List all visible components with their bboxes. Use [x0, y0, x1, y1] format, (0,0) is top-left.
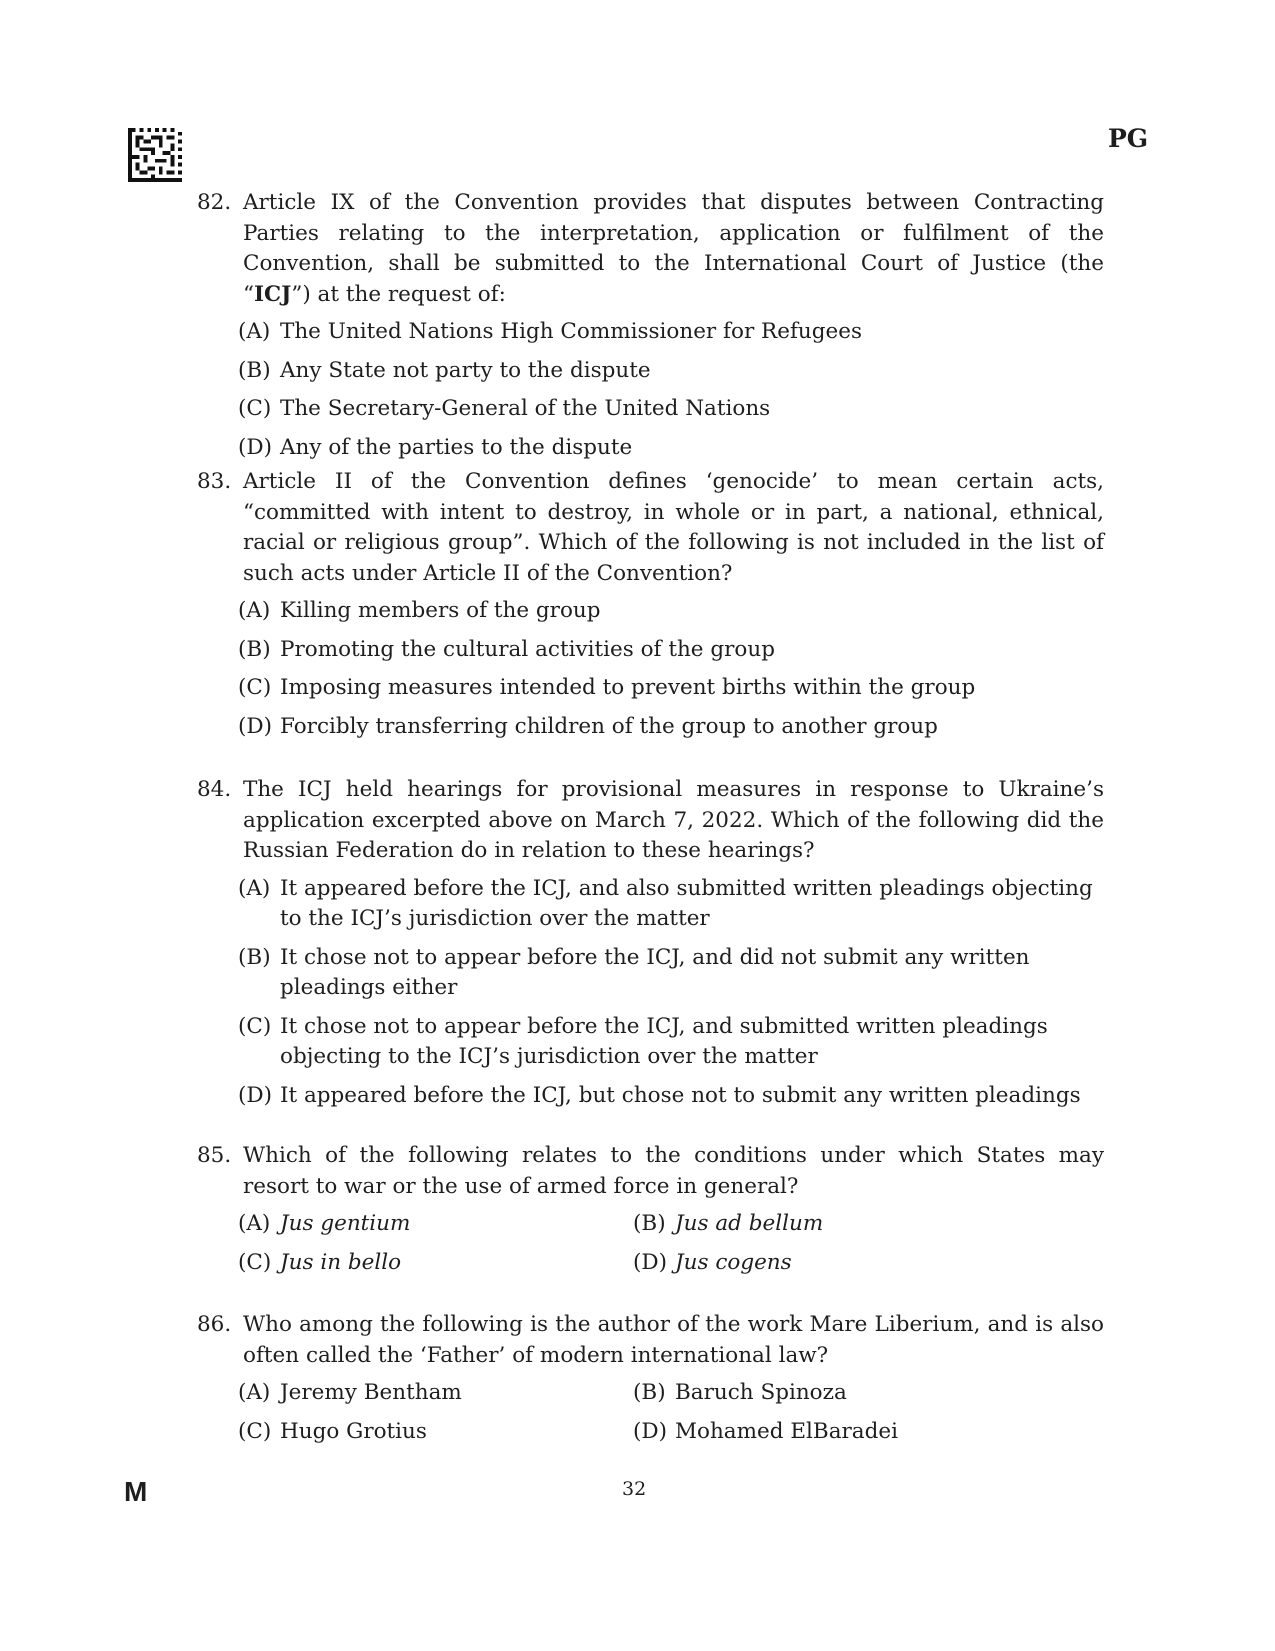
option-b	[633, 1209, 1104, 1240]
option-label: (B)	[238, 944, 271, 970]
question-text: Which of the following relates to the conditions under which States may resort to war or the use of armed force in general?	[243, 1143, 1104, 1199]
option-text: Any of the parties to the dispute	[280, 434, 633, 460]
option-text: It appeared before the ICJ, and also submitted written pleadings objecting to the ICJ’s jurisdiction over the matter	[280, 875, 1093, 931]
options-list	[238, 317, 1104, 463]
option-text: Jus cogens	[675, 1249, 792, 1275]
question-number: 83.	[197, 469, 232, 494]
option-a	[238, 1209, 633, 1240]
option-text: Forcibly transferring children of the group to another group	[280, 713, 938, 739]
option-b	[238, 943, 1104, 1004]
option-c	[238, 1248, 633, 1279]
option-label: (A)	[238, 1211, 271, 1236]
option-text: Jus ad bellum	[675, 1211, 824, 1236]
option-text: It appeared before the ICJ, but chose not to submit any written pleadings	[280, 1082, 1081, 1108]
option-text: Killing members of the group	[280, 598, 601, 623]
question-text: The ICJ held hearings for provisional measures in response to Ukraine’s application excerpted above on March 7, 2022. Which of the following did the Russian Federation do in relation to these hearings?	[243, 777, 1104, 863]
question-text-bold: ICJ	[254, 281, 292, 307]
option-c	[238, 394, 1104, 425]
series-code: PG	[1108, 124, 1149, 153]
option-c	[238, 673, 1104, 704]
option-text: Jeremy Bentham	[280, 1380, 462, 1405]
question-83	[197, 467, 1104, 750]
option-label: (D)	[238, 713, 273, 739]
question-86	[197, 1310, 1104, 1447]
question-84	[197, 775, 1104, 1119]
option-label: (B)	[238, 357, 271, 383]
option-d	[238, 1081, 1104, 1112]
page-number: 32	[622, 1478, 647, 1500]
option-text: Baruch Spinoza	[675, 1380, 847, 1405]
option-text: Any State not party to the dispute	[280, 357, 651, 383]
option-a	[238, 596, 1104, 627]
option-text: It chose not to appear before the ICJ, and did not submit any written pleadings either	[280, 944, 1030, 1000]
question-text-part: ”) at the request of:	[291, 281, 506, 307]
option-b	[633, 1378, 1104, 1409]
option-label: (A)	[238, 598, 271, 623]
option-label: (D)	[633, 1249, 668, 1275]
option-c	[238, 1012, 1104, 1073]
question-85	[197, 1141, 1104, 1278]
option-text: It chose not to appear before the ICJ, and submitted written pleadings objecting to the ICJ’s jurisdiction over the matter	[280, 1013, 1048, 1069]
options-grid	[238, 1209, 1104, 1278]
option-d	[238, 433, 1104, 464]
option-label: (D)	[633, 1418, 668, 1444]
option-label: (D)	[238, 434, 273, 460]
option-label: (A)	[238, 319, 271, 344]
option-a	[238, 317, 1104, 348]
option-d	[633, 1248, 1104, 1279]
option-text: Imposing measures intended to prevent births within the group	[280, 675, 976, 700]
option-d	[633, 1417, 1104, 1448]
option-a	[238, 1378, 633, 1409]
option-label: (C)	[238, 1418, 272, 1444]
question-number: 84.	[197, 777, 232, 802]
option-label: (C)	[238, 396, 272, 421]
option-label: (B)	[633, 1211, 666, 1236]
question-82	[197, 188, 1104, 471]
question-number: 85.	[197, 1143, 232, 1168]
question-text	[243, 188, 1104, 310]
question-text-part: Article IX of the Convention provides that disputes between Contracting Parties relating to the interpretation, application or fulfilment of the Convention, shall be submitted to the International Court of Justice (the “	[243, 190, 1104, 307]
option-a	[238, 874, 1104, 935]
option-label: (B)	[633, 1380, 666, 1405]
option-label: (B)	[238, 636, 271, 662]
options-grid	[238, 1378, 1104, 1447]
options-list	[238, 596, 1104, 742]
option-label: (C)	[238, 1013, 272, 1039]
option-label: (C)	[238, 675, 272, 700]
options-list	[238, 874, 1104, 1112]
option-text: Jus gentium	[280, 1211, 411, 1236]
option-label: (A)	[238, 1380, 271, 1405]
option-text: Hugo Grotius	[280, 1418, 427, 1444]
option-text: The United Nations High Commissioner for Refugees	[280, 319, 863, 344]
question-number: 82.	[197, 190, 232, 215]
question-number: 86.	[197, 1312, 232, 1337]
question-text: Article II of the Convention defines ‘genocide’ to mean certain acts, “committed with intent to destroy, in whole or in part, a national, ethnical, racial or religious group”. Which of the following is not included in the list of such acts under Article II of the Convention?	[243, 469, 1104, 586]
option-b	[238, 356, 1104, 387]
option-label: (C)	[238, 1249, 272, 1275]
option-text: The Secretary-General of the United Nations	[280, 396, 771, 421]
option-text: Promoting the cultural activities of the group	[280, 636, 775, 662]
option-d	[238, 712, 1104, 743]
option-label: (D)	[238, 1082, 273, 1108]
option-text: Jus in bello	[280, 1249, 402, 1275]
question-text: Who among the following is the author of the work Mare Liberium, and is also often called the ‘Father’ of modern international law?	[243, 1312, 1104, 1368]
option-label: (A)	[238, 875, 271, 901]
option-b	[238, 635, 1104, 666]
booklet-code: M	[124, 1476, 148, 1507]
option-text: Mohamed ElBaradei	[675, 1418, 898, 1444]
datamatrix-code-icon	[128, 128, 182, 182]
option-c	[238, 1417, 633, 1448]
